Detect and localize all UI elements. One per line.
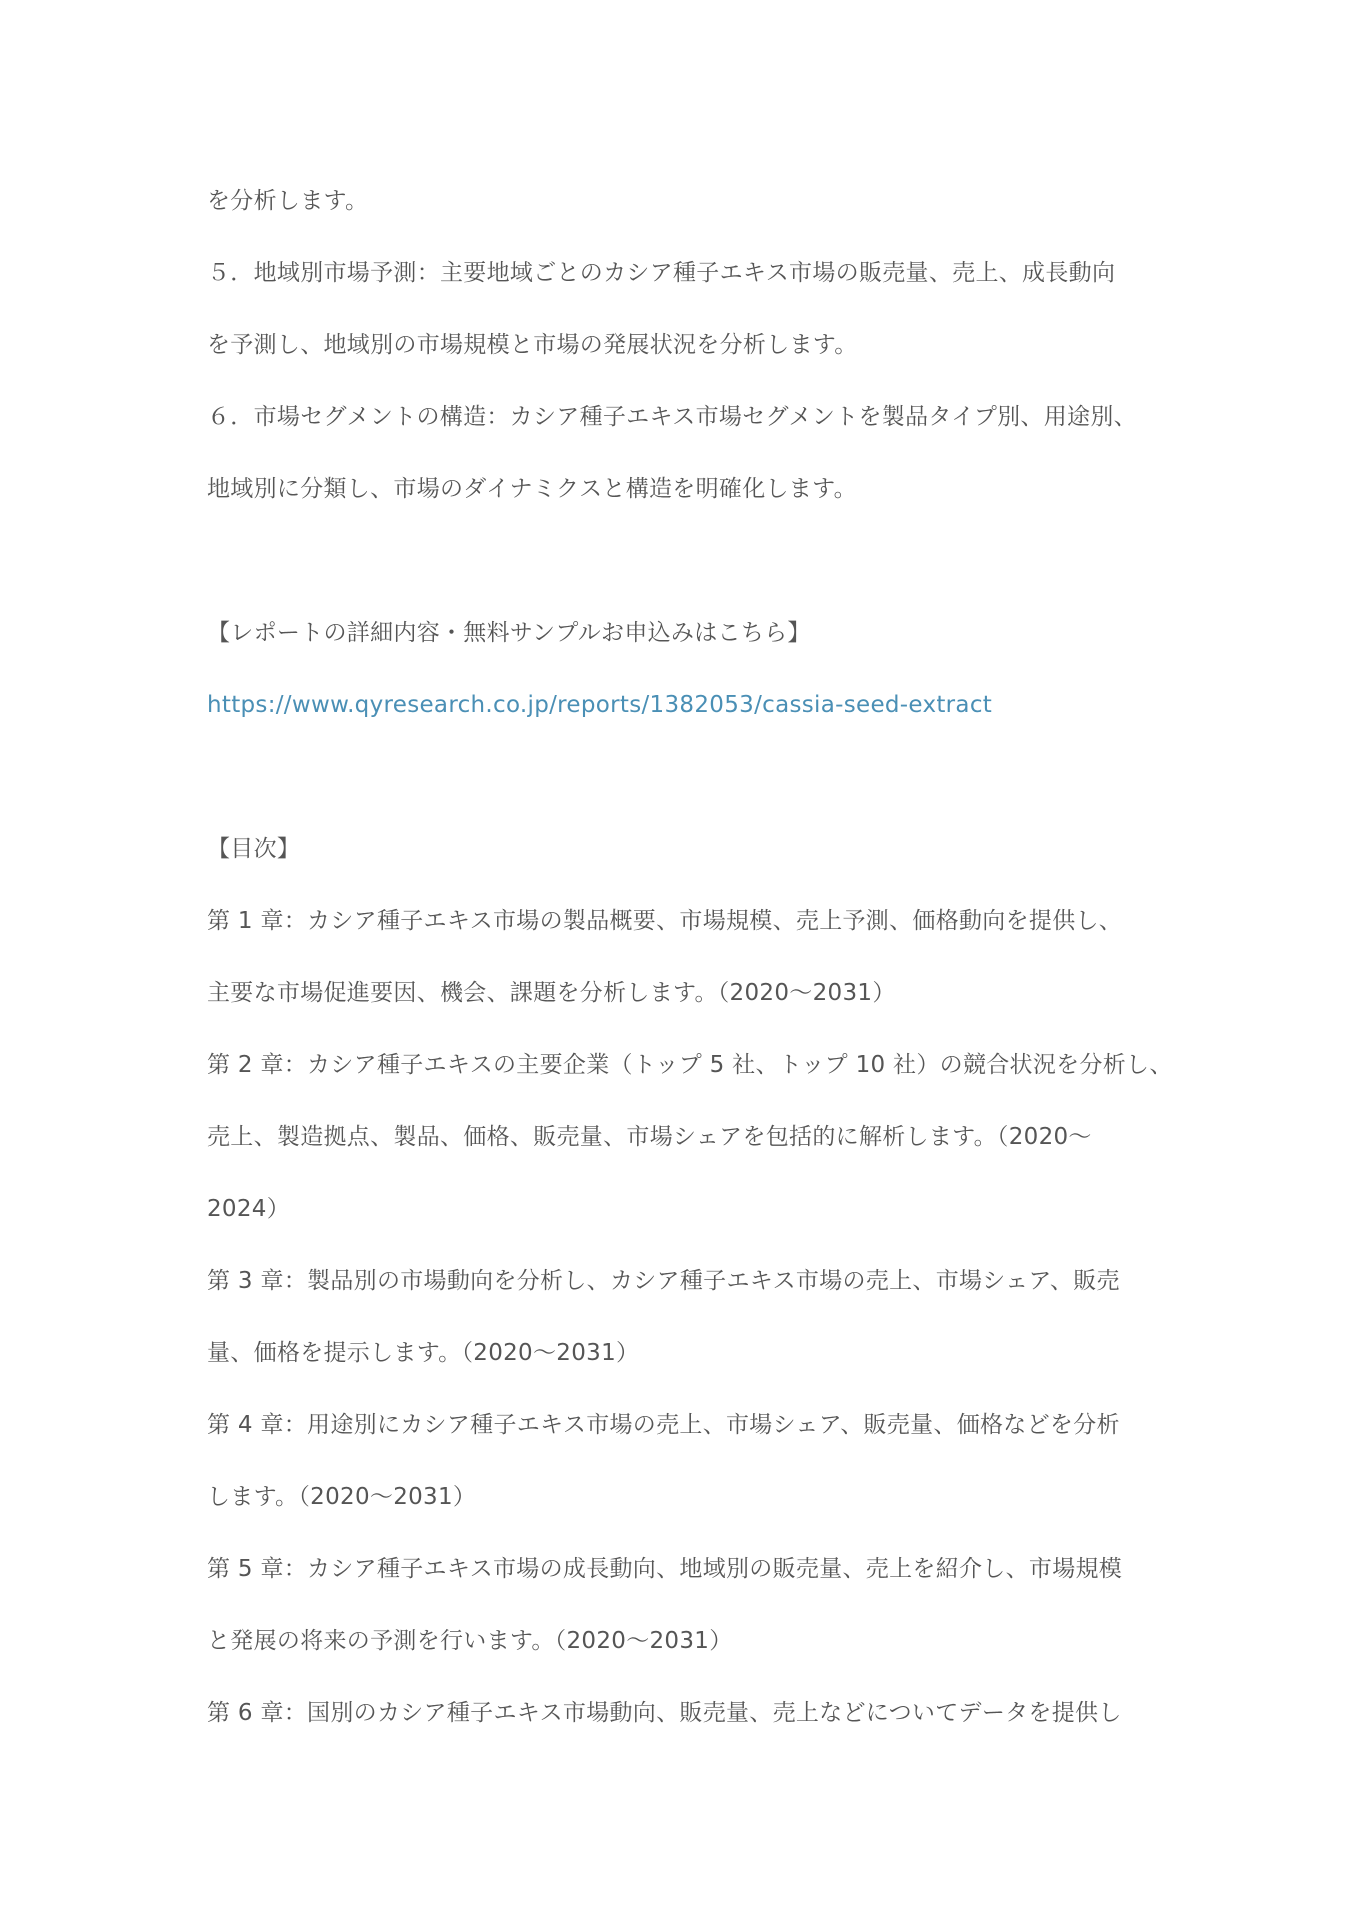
toc-line: します。（2020〜2031） — [207, 1484, 477, 1510]
toc-line: 第 4 章：用途別にカシア種子エキス市場の売上、市場シェア、販売量、価格などを分析 — [207, 1412, 1120, 1438]
toc-line: 第 1 章：カシア種子エキス市場の製品概要、市場規模、売上予測、価格動向を提供し、 — [207, 908, 1123, 934]
toc-line: 第 5 章：カシア種子エキス市場の成長動向、地域別の販売量、売上を紹介し、市場規模 — [207, 1556, 1123, 1582]
toc-line: 売上、製造拠点、製品、価格、販売量、市場シェアを包括的に解析します。（2020〜 — [207, 1124, 1092, 1150]
body-text-line: ６．市場セグメントの構造：カシア種子エキス市場セグメントを製品タイプ別、用途別、 — [207, 404, 1137, 430]
toc-line: 第 6 章：国別のカシア種子エキス市場動向、販売量、売上などについてデータを提供し — [207, 1700, 1122, 1726]
toc-line: と発展の将来の予測を行います。（2020〜2031） — [207, 1628, 733, 1654]
body-text-line: ５．地域別市場予測：主要地域ごとのカシア種子エキス市場の販売量、売上、成長動向 — [207, 260, 1116, 286]
body-text-line: を予測し、地域別の市場規模と市場の発展状況を分析します。 — [207, 332, 858, 358]
toc-heading: 【目次】 — [207, 836, 301, 862]
body-text-line: を分析します。 — [207, 188, 369, 214]
toc-line: 主要な市場促進要因、機会、課題を分析します。（2020〜2031） — [207, 980, 896, 1006]
report-link[interactable]: https://www.qyresearch.co.jp/reports/1382053/cassia-seed-extract — [207, 692, 993, 718]
body-text-line: 地域別に分類し、市場のダイナミクスと構造を明確化します。 — [207, 476, 857, 502]
report-heading: 【レポートの詳細内容・無料サンプルお申込みはこちら】 — [207, 620, 811, 646]
toc-line: 第 2 章：カシア種子エキスの主要企業（トップ 5 社、トップ 10 社）の競合状況を分析し、 — [207, 1052, 1173, 1078]
toc-line: 量、価格を提示します。（2020〜2031） — [207, 1340, 640, 1366]
toc-line: 2024） — [207, 1196, 291, 1222]
toc-line: 第 3 章：製品別の市場動向を分析し、カシア種子エキス市場の売上、市場シェア、販売 — [207, 1268, 1120, 1294]
